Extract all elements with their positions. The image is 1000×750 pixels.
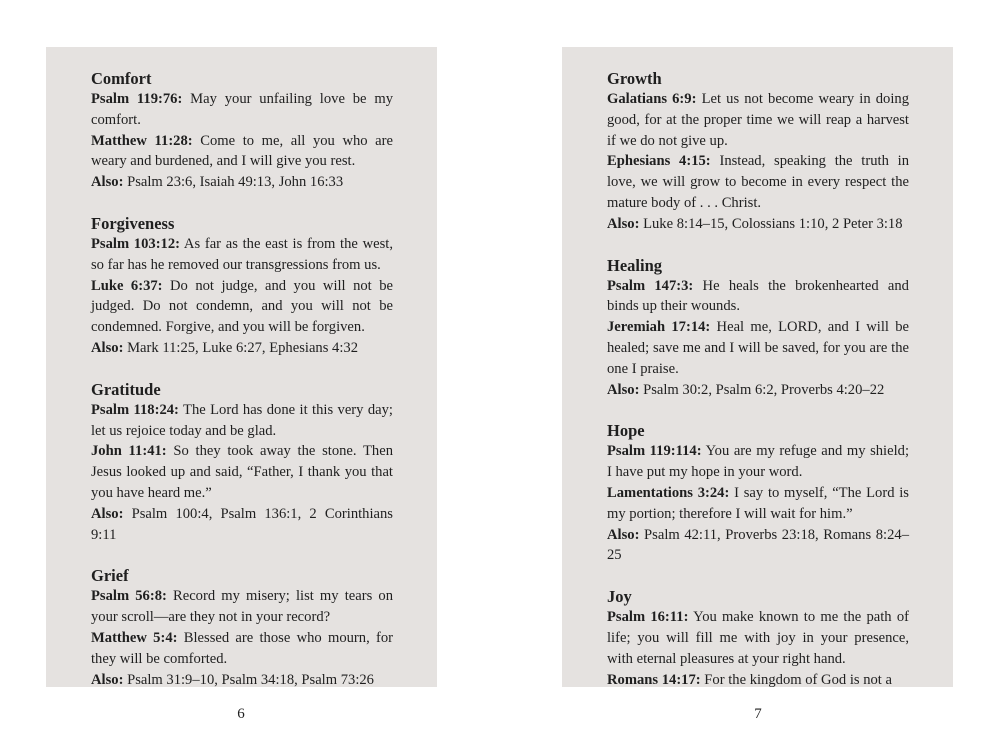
left-page [46, 47, 437, 687]
also-label: Also: [91, 174, 124, 191]
verse-reference: Psalm 118:24: [91, 401, 179, 418]
also-label: Also: [91, 505, 124, 522]
verse-entry [91, 441, 393, 503]
page-number: 7 [754, 706, 762, 722]
section-healing [607, 255, 909, 401]
verse-entry [91, 400, 393, 442]
section-forgiveness [91, 213, 393, 359]
verse-reference: Psalm 119:114: [607, 443, 702, 460]
also-line [607, 214, 909, 235]
also-label: Also: [607, 215, 640, 232]
verse-text: For the kingdom of God is not a [700, 671, 892, 688]
verse-text: May your unfailing love be my comfort. [91, 91, 393, 128]
verse-entry [91, 131, 393, 173]
verse-entry [607, 276, 909, 318]
section-heading: Joy [607, 587, 632, 607]
section-hope [607, 420, 909, 566]
section-growth [607, 68, 909, 235]
verse-reference: Galatians 6:9: [607, 91, 697, 107]
also-references: Psalm 42:11, Proverbs 23:18, Romans 8:24–25 [607, 526, 909, 564]
verse-text: As far as the east is from the west, so far has he removed our transgressions from us. [91, 235, 393, 273]
also-line [91, 504, 393, 546]
also-references: Psalm 100:4, Psalm 136:1, 2 Corinthians 9:11 [91, 505, 393, 543]
also-label: Also: [607, 381, 640, 398]
section-grief [91, 565, 393, 690]
verse-entry [91, 628, 393, 670]
verse-entry [607, 89, 909, 151]
verse-reference: Ephesians 4:15: [607, 153, 711, 170]
also-references: Psalm 23:6, Isaiah 49:13, John 16:33 [123, 174, 344, 191]
also-line [607, 380, 909, 401]
also-line [607, 525, 909, 567]
section-heading: Healing [607, 255, 663, 275]
section-heading: Grief [91, 566, 129, 586]
verse-reference: Psalm 103:12: [91, 235, 181, 252]
verse-reference: Matthew 11:28: [91, 132, 193, 149]
verse-entry [91, 89, 393, 131]
also-line [91, 172, 393, 193]
verse-text: Instead, speaking the truth in love, we will grow to become in every respect the mature body of . . . Christ. [607, 153, 910, 211]
verse-text: You are my refuge and my shield; I have put my hope in your word. [607, 443, 909, 481]
verse-text: Record my misery; list my tears on your scroll—are they not in your record? [91, 588, 393, 626]
section-heading: Forgiveness [91, 213, 175, 233]
section-heading: Comfort [91, 69, 152, 88]
also-references: Psalm 30:2, Psalm 6:2, Proverbs 4:20–22 [639, 381, 885, 398]
verse-reference: John 11:41: [91, 443, 167, 460]
verse-text: I say to myself, “The Lord is my portion; therefore I will wait for him.” [607, 484, 909, 522]
section-heading: Hope [607, 421, 645, 441]
verse-reference: Luke 6:37: [91, 277, 163, 294]
verse-entry [607, 317, 909, 379]
right-page [562, 47, 953, 687]
verse-reference: Lamentations 3:24: [607, 484, 730, 501]
verse-reference: Psalm 147:3: [607, 277, 694, 294]
also-references: Psalm 31:9–10, Psalm 34:18, Psalm 73:26 [123, 671, 374, 688]
verse-reference: Matthew 5:4: [91, 629, 178, 646]
also-references: Mark 11:25, Luke 6:27, Ephesians 4:32 [123, 339, 358, 356]
verse-entry [607, 670, 909, 691]
verse-reference: Jeremiah 17:14: [607, 319, 711, 336]
verse-text: Let us not become weary in doing good, for at the proper time we will reap a harvest if we do not give up. [607, 91, 910, 149]
verse-text: Do not judge, and you will not be judged. Do not condemn, and you will not be condemned. Forgive, and you will be forgiven. [91, 277, 393, 336]
page-number: 6 [237, 706, 245, 722]
verse-entry [91, 234, 393, 276]
also-line [91, 338, 393, 359]
also-references: Luke 8:14–15, Colossians 1:10, 2 Peter 3:18 [639, 215, 903, 232]
verse-text: Heal me, LORD, and I will be healed; save me and I will be saved, for you are the one I praise. [607, 319, 909, 377]
verse-entry [607, 483, 909, 525]
verse-reference: Romans 14:17: [607, 671, 701, 688]
section-heading: Gratitude [91, 379, 161, 399]
verse-text: He heals the brokenhearted and binds up their wounds. [607, 277, 909, 315]
section-comfort [91, 68, 393, 193]
verse-text: The Lord has done it this very day; let us rejoice today and be glad. [91, 401, 393, 439]
verse-reference: Psalm 119:76: [91, 91, 183, 107]
verse-entry [607, 607, 909, 669]
verse-entry [91, 276, 393, 338]
verse-text: Come to me, all you who are weary and burdened, and I will give you rest. [91, 132, 393, 170]
verse-entry [91, 586, 393, 628]
also-line [91, 670, 393, 691]
verse-entry [607, 441, 909, 483]
also-label: Also: [91, 671, 124, 688]
verse-reference: Psalm 56:8: [91, 588, 167, 605]
verse-text: You make known to me the path of life; you will fill me with joy in your presence, with eternal pleasures at your right hand. [607, 609, 909, 667]
verse-reference: Psalm 16:11: [607, 609, 689, 626]
verse-text: So they took away the stone. Then Jesus looked up and said, “Father, I thank you that you have heard me.” [91, 443, 393, 501]
also-label: Also: [607, 526, 640, 543]
section-joy [607, 586, 909, 690]
verse-entry [607, 151, 909, 213]
section-heading: Growth [607, 69, 662, 88]
also-label: Also: [91, 339, 124, 356]
verse-text: Blessed are those who mourn, for they will be comforted. [91, 629, 393, 667]
section-gratitude [91, 379, 393, 546]
